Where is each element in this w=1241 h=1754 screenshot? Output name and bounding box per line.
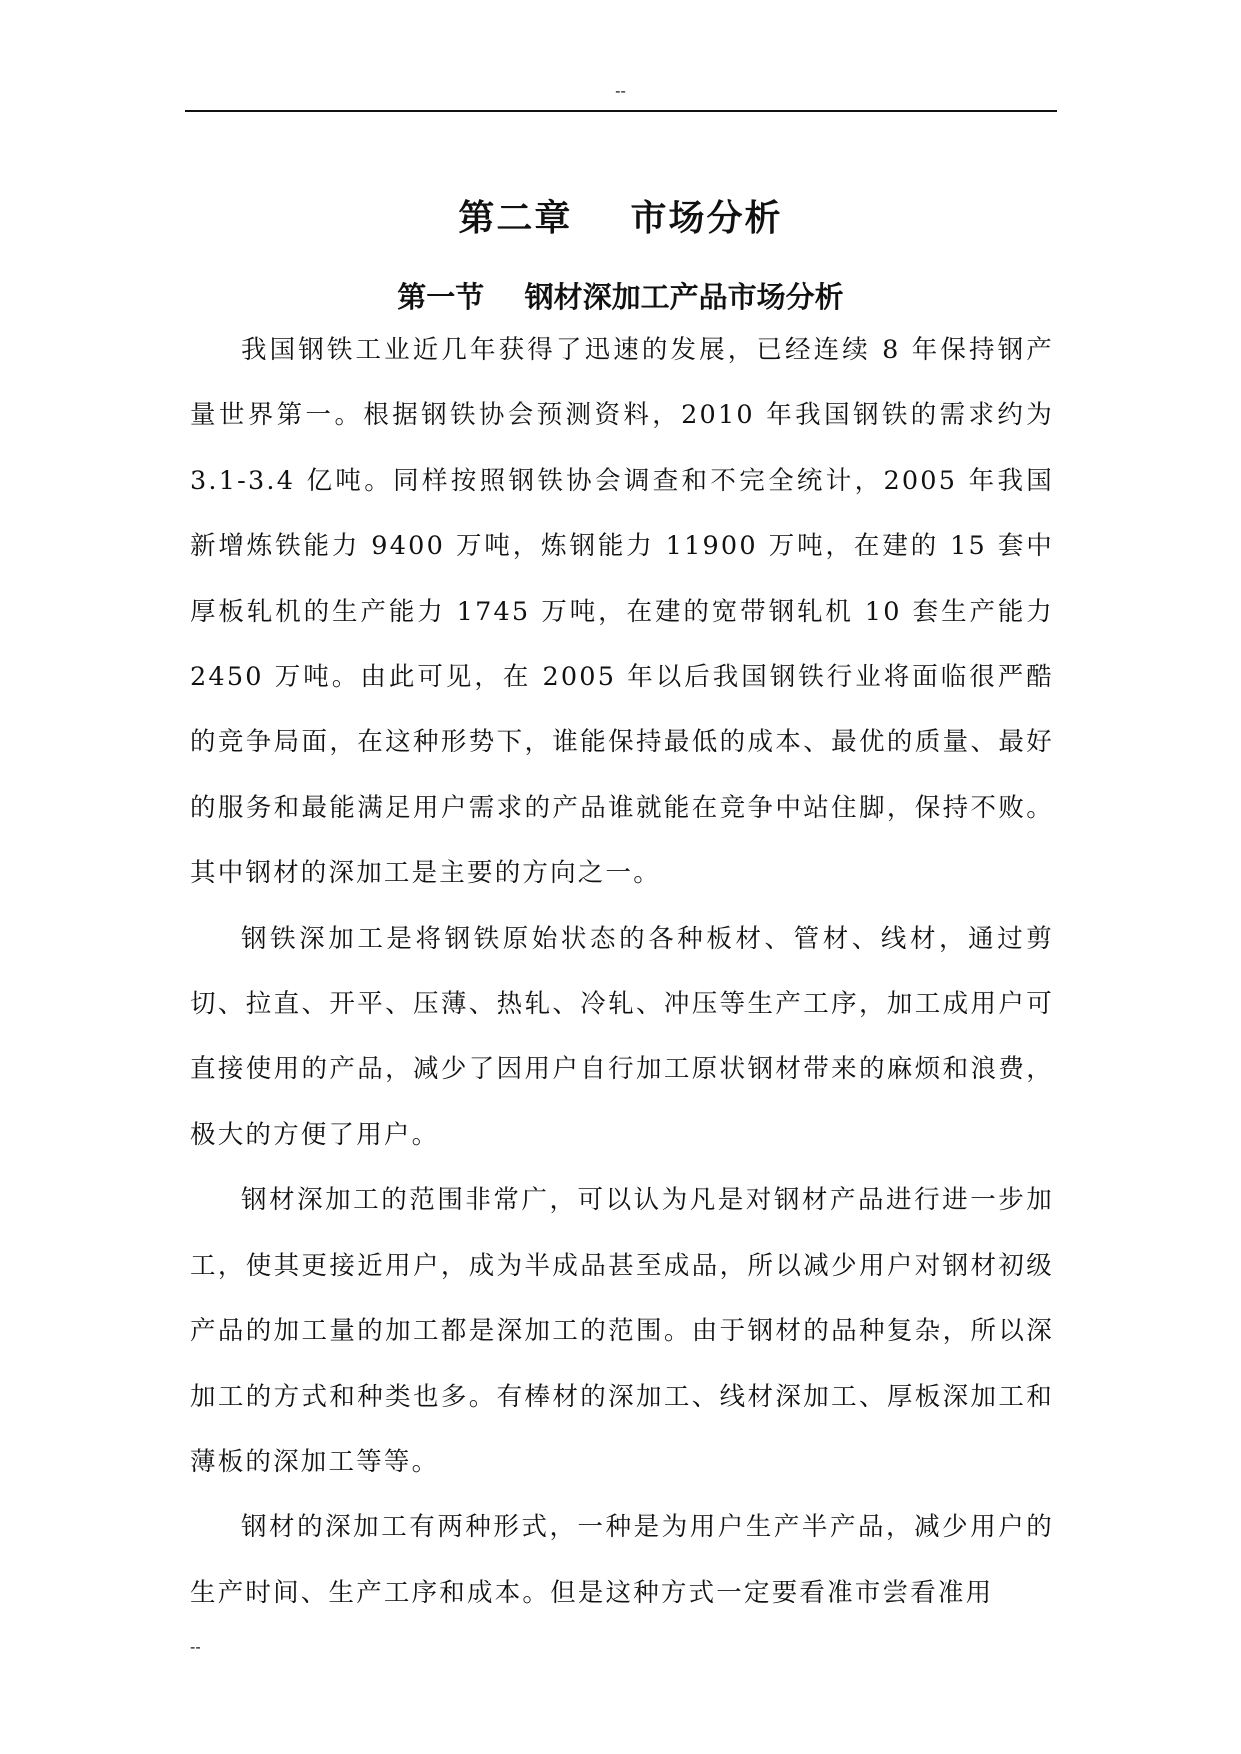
footer-mark: -- (190, 1639, 201, 1656)
header-rule (185, 110, 1057, 112)
paragraph: 钢铁深加工是将钢铁原始状态的各种板材、管材、线材，通过剪切、拉直、开平、压薄、热轧、冷轧、冲压等生产工序，加工成用户可直接使用的产品，减少了因用户自行加工原状钢材带来的麻烦和浪费，极大的方便了用户。 (190, 923, 1054, 1150)
paragraph: 钢材的深加工有两种形式，一种是为用户生产半产品，减少用户的生产时间、生产工序和成本。但是这种方式一定要看准市尝看准用 (190, 1512, 1054, 1608)
header-mark: -- (615, 83, 626, 100)
chapter-title: 第二章 市场分析 (458, 197, 783, 240)
paragraph: 钢材深加工的范围非常广，可以认为凡是对钢材产品进行进一步加工，使其更接近用户，成为半成品甚至成品，所以减少用户对钢材初级产品的加工量的加工都是深加工的范围。由于钢材的品种复杂，所以深加工的方式和种类也多。有棒材的深加工、线材深加工、厚板深加工和薄板的深加工等等。 (190, 1185, 1054, 1477)
section-title: 第一节 钢材深加工产品市场分析 (397, 280, 844, 315)
body-text (190, 318, 1054, 1626)
paragraph: 我国钢铁工业近几年获得了迅速的发展，已经连续 8 年保持钢产量世界第一。根据钢铁协会预测资料，2010 年我国钢铁的需求约为 3.1-3.4 亿吨。同样按照钢铁协会调查和不完全统计，2005 年我国新增炼铁能力 9400 万吨，炼钢能力 11900 万吨，在建的 15 套中厚板轧机的生产能力 1745 万吨，在建的宽带钢轧机 10 套生产能力 2450 万吨。由此可见，在 2005 年以后我国钢铁行业将面临很严酷的竞争局面，在这种形势下，谁能保持最低的成本、最优的质量、最好的服务和最能满足用户需求的产品谁就能在竞争中站住脚，保持不败。其中钢材的深加工是主要的方向之一。 (190, 335, 1054, 889)
